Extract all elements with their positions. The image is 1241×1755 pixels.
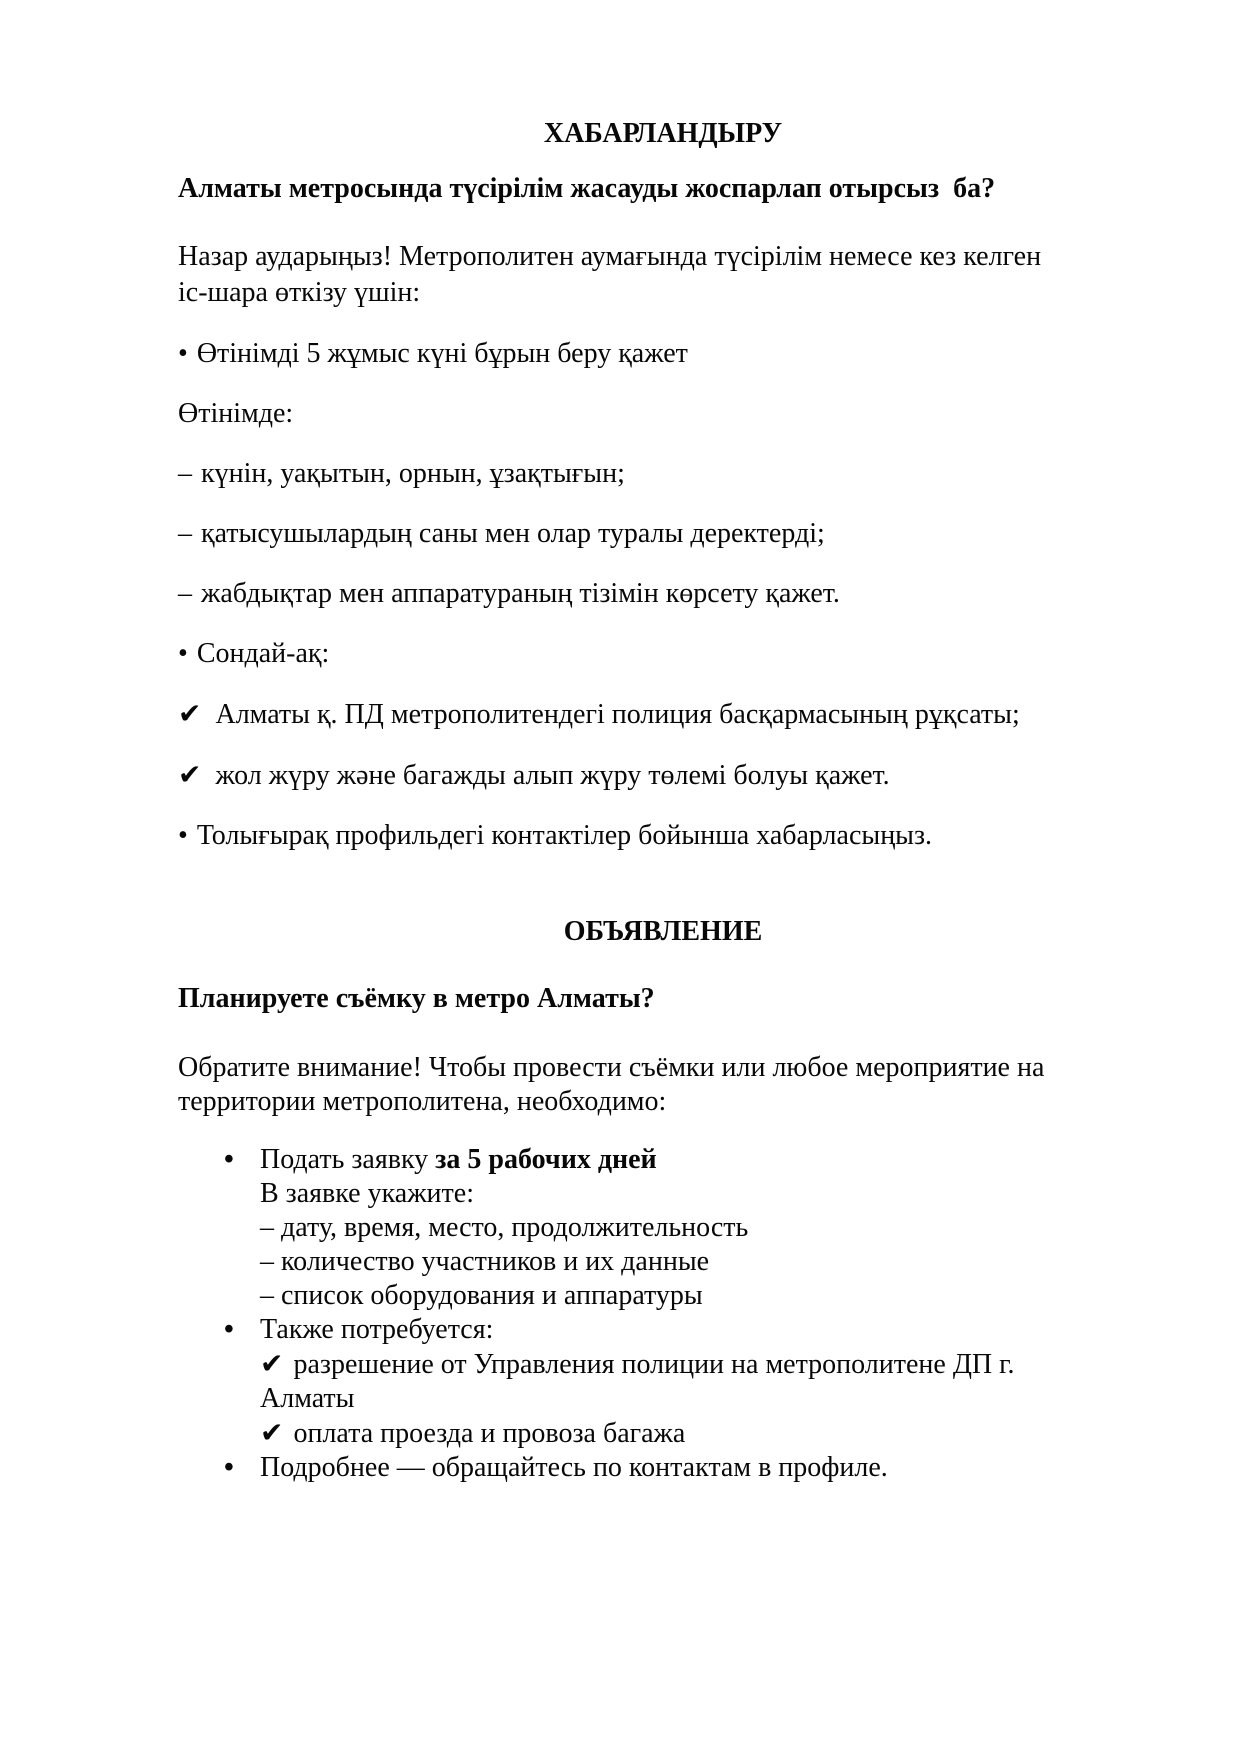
kk-list-item (178, 396, 1148, 432)
bullet-icon: • (178, 820, 188, 851)
list-item-line (260, 1347, 1148, 1382)
ru-question-heading: Планируете съёмку в метро Алматы? (178, 983, 655, 1014)
kk-item-text: Толығырақ профильдегі контактілер бойынша хабарласыңыз. (196, 820, 933, 851)
bullet-icon: • (224, 1452, 234, 1483)
ru-requirements-list (178, 1143, 1148, 1485)
checkmark-icon: ✔ (178, 758, 202, 791)
bullet-icon: • (224, 1144, 234, 1175)
kk-list-item (178, 516, 1148, 552)
ru-title: ОБЪЯВЛЕНИЕ (563, 916, 763, 947)
list-item-line: – список оборудования и аппаратуры (260, 1280, 703, 1311)
announcement-ru-section (178, 914, 1148, 1485)
checkmark-icon: ✔ (178, 697, 202, 730)
kk-item-text: жол жүру және багажды алып жүру төлемі болуы қажет. (215, 760, 890, 791)
bold-text: за 5 рабочих дней (435, 1144, 657, 1175)
kk-list-item (178, 757, 1148, 794)
list-item-line: Также потребуется: (260, 1314, 494, 1345)
kk-intro-paragraph (178, 239, 1148, 311)
list-item-text: разрешение от Управления полиции на метрополитене ДП г. (293, 1349, 1015, 1380)
ru-intro-line: территории метрополитена, необходимо: (178, 1086, 667, 1117)
kk-item-text: Сондай-ақ: (196, 638, 330, 669)
list-item-line: В заявке укажите: (260, 1178, 474, 1209)
list-item-line (260, 1143, 1148, 1177)
kk-question-heading: Алматы метросында түсірілім жасауды жоспарлап отырсыз ба? (178, 173, 996, 204)
bullet-icon: • (178, 638, 188, 669)
kk-list-item (178, 818, 1148, 854)
kk-item-text: күнін, уақытын, орнын, ұзақтығын; (201, 458, 625, 489)
list-item-line: – количество участников и их данные (260, 1246, 710, 1277)
kk-list-item (178, 336, 1148, 372)
checkmark-icon: ✔ (260, 1416, 284, 1449)
kk-intro-line: Назар аударыңыз! Метрополитен аумағында түсірілім немесе кез келген (178, 241, 1042, 272)
bullet-icon: • (224, 1314, 234, 1345)
list-item (178, 1313, 1148, 1451)
list-item-text: оплата проезда и провоза багажа (293, 1418, 686, 1449)
kk-item-text: Алматы қ. ПД метрополитендегі полиция басқармасының рұқсаты; (215, 699, 1020, 730)
kk-list-item (178, 636, 1148, 672)
kk-list-item (178, 456, 1148, 492)
dash-icon: – (178, 518, 192, 549)
kk-title: ХАБАРЛАНДЫРУ (543, 118, 783, 149)
ru-intro-line: Обратите внимание! Чтобы провести съёмки или любое мероприятие на (178, 1052, 1045, 1083)
bullet-icon: • (178, 338, 188, 369)
kk-item-text: қатысушылардың саны мен олар туралы деректерді; (201, 518, 825, 549)
list-item (178, 1451, 1148, 1485)
list-item-text: Подать заявку (260, 1144, 436, 1175)
list-item-line: Подробнее — обращайтесь по контактам в профиле. (260, 1452, 888, 1483)
kk-item-text: Өтінімде: (178, 398, 294, 429)
dash-icon: – (178, 578, 192, 609)
kk-item-text: жабдықтар мен аппаратураның тізімін көрсету қажет. (201, 578, 840, 609)
kk-intro-line: іс-шара өткізу үшін: (178, 277, 421, 308)
dash-icon: – (178, 458, 192, 489)
list-item-line (260, 1416, 1148, 1451)
announcement-kk-section (178, 116, 1148, 854)
list-item-line: Алматы (260, 1383, 355, 1414)
ru-intro-paragraph (178, 1051, 1148, 1119)
kk-item-text: Өтінімді 5 жұмыс күні бұрын беру қажет (196, 338, 688, 369)
checkmark-icon: ✔ (260, 1347, 284, 1380)
kk-list-item (178, 696, 1148, 733)
list-item-line: – дату, время, место, продолжительность (260, 1212, 749, 1243)
list-item (178, 1143, 1148, 1313)
kk-list-item (178, 576, 1148, 612)
